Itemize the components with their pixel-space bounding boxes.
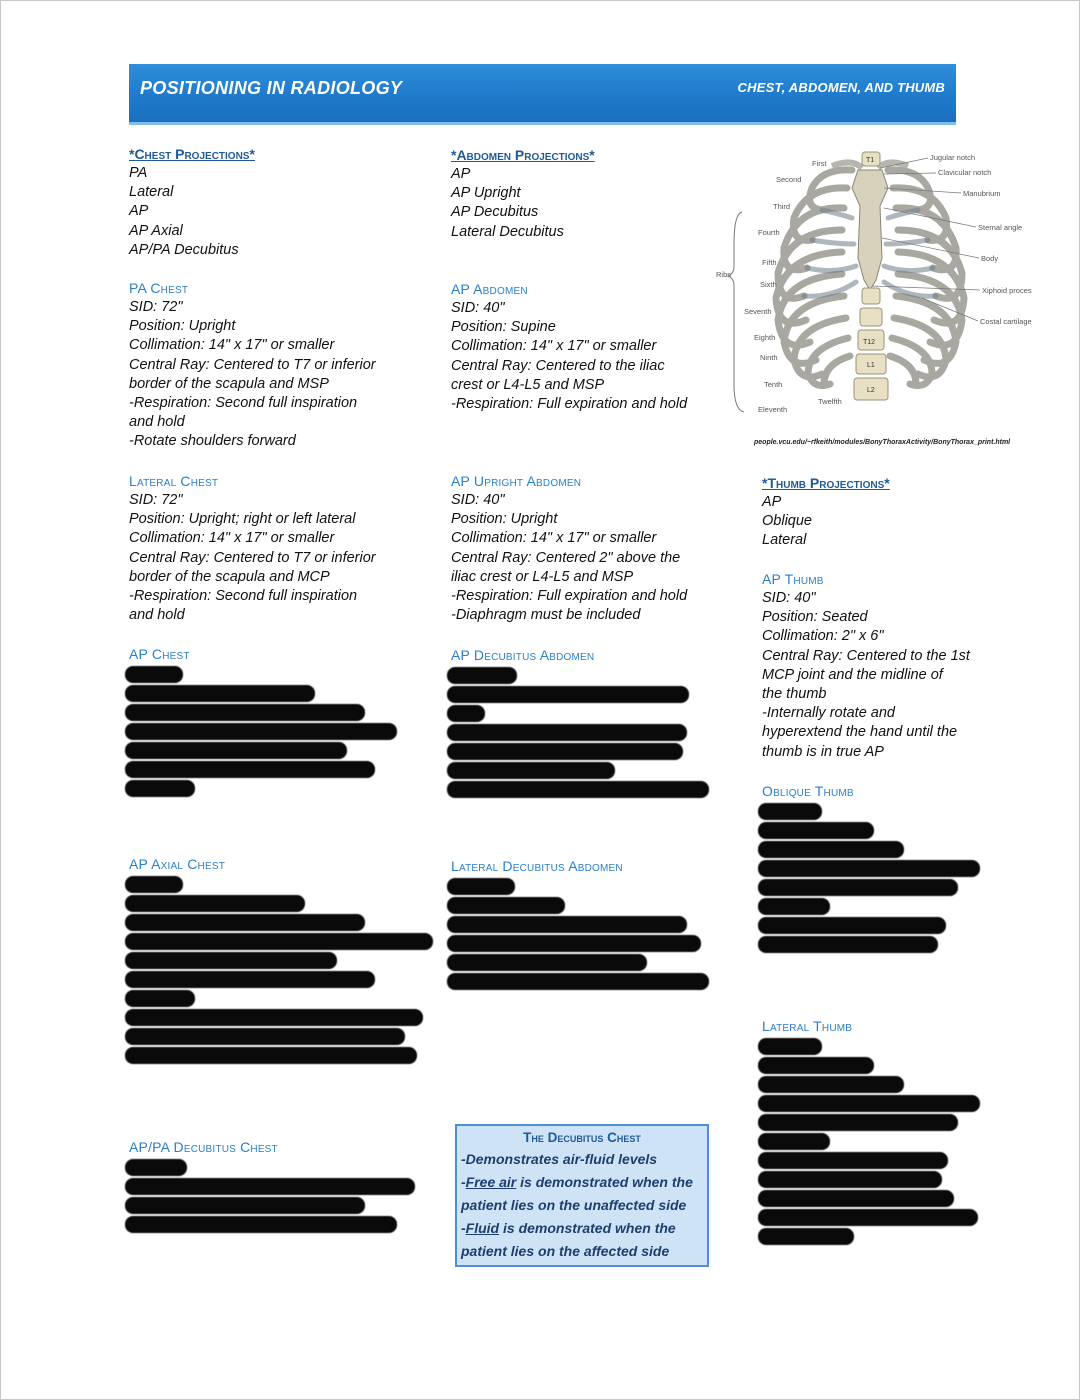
redacted-line bbox=[758, 1209, 978, 1226]
lateral-decubitus-abdomen-heading: Lateral Decubitus Abdomen bbox=[451, 858, 623, 874]
pa-chest-line: Central Ray: Centered to T7 or inferior bbox=[129, 356, 376, 373]
ap-thumb-line: MCP joint and the midline of bbox=[762, 666, 943, 683]
redacted-line bbox=[125, 780, 195, 797]
ap-abdomen-heading: AP Abdomen bbox=[451, 281, 528, 297]
vertebra-label: L2 bbox=[867, 387, 875, 394]
rib-label-eleventh: Eleventh bbox=[758, 405, 788, 414]
redacted-line bbox=[758, 1114, 958, 1131]
redacted-line bbox=[125, 1197, 365, 1214]
pa-chest-line: border of the scapula and MSP bbox=[129, 375, 329, 392]
pa-chest-line: and hold bbox=[129, 414, 185, 431]
ap-upright-abdomen-line: Collimation: 14" x 17" or smaller bbox=[451, 530, 657, 547]
redacted-line bbox=[447, 973, 709, 990]
redacted-line bbox=[125, 1047, 417, 1064]
callout-prefix: - bbox=[461, 1220, 466, 1236]
redacted-line bbox=[758, 1190, 954, 1207]
label-clavicular-notch: Clavicular notch bbox=[938, 168, 992, 177]
redacted-line bbox=[758, 1152, 948, 1169]
redacted-line bbox=[125, 704, 365, 721]
rib-label-sixth: Sixth bbox=[760, 280, 777, 289]
ap-thumb-line: Collimation: 2" x 6" bbox=[762, 628, 884, 645]
list-item: AP/PA Decubitus bbox=[129, 241, 239, 258]
redacted-line bbox=[125, 952, 337, 969]
redacted-line bbox=[758, 1057, 874, 1074]
pa-chest-heading: PA Chest bbox=[129, 280, 189, 296]
redacted-line bbox=[447, 762, 615, 779]
redacted-line bbox=[447, 954, 647, 971]
redacted-line bbox=[125, 1028, 405, 1045]
thumb-projections-heading: *Thumb Projections* bbox=[762, 475, 890, 491]
list-item: AP bbox=[451, 166, 471, 182]
redacted-line bbox=[758, 936, 938, 953]
rib-label-fifth: Fifth bbox=[762, 258, 777, 267]
redacted-line bbox=[758, 841, 904, 858]
redacted-line bbox=[758, 1076, 904, 1093]
redacted-line bbox=[758, 1171, 942, 1188]
lateral-thumb-heading: Lateral Thumb bbox=[762, 1018, 853, 1034]
ap-abdomen-line: -Respiration: Full expiration and hold bbox=[451, 396, 688, 413]
decubitus-callout-box bbox=[455, 1124, 709, 1267]
redacted-line bbox=[758, 860, 980, 877]
rib-label-first: First bbox=[812, 159, 827, 168]
ap-upright-abdomen-line: SID: 40" bbox=[451, 492, 505, 508]
ap-thumb-heading: AP Thumb bbox=[762, 571, 824, 587]
ap-thumb-line: thumb is in true AP bbox=[762, 743, 884, 760]
figure-source-caption: people.vcu.edu/~rfkeith/modules/BonyThoraxActivity/BonyThorax_print.html bbox=[754, 439, 1011, 446]
label-manubrium: Manubrium bbox=[963, 189, 1001, 198]
lateral-decubitus-abdomen-section bbox=[447, 857, 709, 990]
callout-rest: is demonstrated when the bbox=[499, 1220, 676, 1236]
vertebra-label: T12 bbox=[863, 339, 876, 346]
vertebra-label: T1 bbox=[866, 157, 875, 164]
ap-upright-abdomen-line: -Diaphragm must be included bbox=[451, 607, 641, 624]
ribs-label: Ribs bbox=[716, 270, 732, 279]
pa-chest-line: Position: Upright bbox=[129, 318, 236, 335]
list-item: Lateral Decubitus bbox=[451, 223, 564, 240]
ap-abdomen-line: SID: 40" bbox=[451, 300, 505, 316]
redacted-line bbox=[758, 898, 830, 915]
ap-abdomen-section bbox=[451, 280, 687, 414]
list-item: AP bbox=[129, 203, 149, 220]
ap-chest-heading: AP Chest bbox=[129, 646, 190, 662]
list-item: AP Decubitus bbox=[451, 204, 539, 221]
lateral-chest-line: -Respiration: Second full inspiration bbox=[129, 588, 358, 605]
pa-chest-line: -Respiration: Second full inspiration bbox=[129, 395, 358, 412]
lateral-chest-line: border of the scapula and MCP bbox=[129, 568, 330, 585]
redacted-line bbox=[125, 914, 365, 931]
list-item: PA bbox=[129, 165, 148, 181]
ap-thumb-line: Central Ray: Centered to the 1st bbox=[762, 647, 970, 664]
label-sternal-angle: Sternal angle bbox=[978, 223, 1023, 232]
pa-chest-line: SID: 72" bbox=[129, 299, 183, 315]
fluid-term: Fluid bbox=[465, 1220, 500, 1236]
redacted-line bbox=[758, 917, 946, 934]
redacted-line bbox=[447, 897, 565, 914]
ap-chest-section bbox=[125, 645, 397, 797]
list-item: AP bbox=[762, 494, 782, 510]
pa-chest-line: Collimation: 14" x 17" or smaller bbox=[129, 337, 335, 354]
redacted-line bbox=[758, 1133, 830, 1150]
rib-label-eighth: Eighth bbox=[754, 333, 776, 342]
thumb-projections-section bbox=[762, 474, 890, 551]
lateral-thumb-section bbox=[758, 1017, 980, 1245]
redacted-line bbox=[125, 876, 183, 893]
ap-decubitus-abdomen-section bbox=[447, 646, 709, 798]
chest-projections-heading: *Chest Projections* bbox=[129, 146, 255, 162]
callout-prefix: - bbox=[461, 1174, 466, 1190]
redacted-line bbox=[125, 895, 305, 912]
ap-thumb-line: Position: Seated bbox=[762, 609, 868, 626]
ap-pa-decubitus-chest-section bbox=[125, 1138, 415, 1233]
pa-chest-line: -Rotate shoulders forward bbox=[129, 433, 296, 450]
title-banner bbox=[129, 64, 956, 125]
label-xiphoid-process: Xiphoid proces bbox=[982, 286, 1032, 295]
callout-rest: is demonstrated when the bbox=[516, 1174, 693, 1190]
ap-thumb-line: -Internally rotate and bbox=[762, 705, 895, 722]
redacted-line bbox=[125, 742, 347, 759]
rib-label-third: Third bbox=[773, 202, 791, 211]
oblique-thumb-section bbox=[758, 782, 980, 953]
banner-title: POSITIONING IN RADIOLOGY bbox=[140, 78, 403, 98]
ap-axial-chest-section bbox=[125, 855, 433, 1064]
redacted-line bbox=[125, 723, 397, 740]
lateral-chest-line: SID: 72" bbox=[129, 492, 183, 508]
ap-thumb-line: hyperextend the hand until the bbox=[762, 724, 958, 741]
abdomen-projections-heading: *Abdomen Projections* bbox=[451, 147, 595, 163]
list-item: Oblique bbox=[762, 513, 812, 530]
redacted-line bbox=[125, 1009, 423, 1026]
redacted-line bbox=[758, 803, 822, 820]
ap-decubitus-abdomen-heading: AP Decubitus Abdomen bbox=[451, 647, 595, 663]
redacted-line bbox=[758, 1095, 980, 1112]
redacted-line bbox=[125, 1178, 415, 1195]
lateral-chest-section bbox=[129, 472, 376, 625]
redacted-line bbox=[447, 878, 515, 895]
redacted-line bbox=[758, 879, 958, 896]
redacted-line bbox=[758, 1038, 822, 1055]
ap-abdomen-line: Central Ray: Centered to the iliac bbox=[451, 357, 665, 374]
ribs-bracket bbox=[728, 212, 744, 412]
redacted-line bbox=[447, 935, 701, 952]
ap-thumb-line: SID: 40" bbox=[762, 590, 816, 606]
ap-axial-chest-heading: AP Axial Chest bbox=[129, 856, 226, 872]
lateral-chest-heading: Lateral Chest bbox=[129, 473, 219, 489]
rib-label-fourth: Fourth bbox=[758, 228, 780, 237]
redacted-line bbox=[447, 743, 683, 760]
ap-abdomen-line: Collimation: 14" x 17" or smaller bbox=[451, 338, 657, 355]
free-air-term: Free air bbox=[465, 1174, 517, 1190]
redacted-line bbox=[125, 971, 375, 988]
label-costal-cartilage: Costal cartilage bbox=[980, 317, 1032, 326]
redacted-line bbox=[447, 705, 485, 722]
oblique-thumb-heading: Oblique Thumb bbox=[762, 783, 854, 799]
redacted-line bbox=[125, 685, 315, 702]
list-item: AP Axial bbox=[129, 222, 183, 239]
ap-upright-abdomen-line: Position: Upright bbox=[451, 511, 558, 528]
list-item: Lateral bbox=[762, 532, 807, 549]
redacted-line bbox=[125, 666, 183, 683]
label-body: Body bbox=[981, 254, 999, 263]
redacted-line bbox=[447, 667, 517, 684]
rib-cage-illustration bbox=[712, 148, 1052, 430]
callout-title: The Decubitus Chest bbox=[523, 1130, 641, 1145]
callout-line: patient lies on the unaffected side bbox=[461, 1197, 687, 1213]
callout-line bbox=[457, 1171, 707, 1194]
list-item: Lateral bbox=[129, 184, 174, 201]
rib-label-ninth: Ninth bbox=[760, 353, 778, 362]
ap-upright-abdomen-line: -Respiration: Full expiration and hold bbox=[451, 588, 688, 605]
lateral-chest-line: Position: Upright; right or left lateral bbox=[129, 511, 356, 528]
redacted-line bbox=[758, 1228, 854, 1245]
redacted-line bbox=[125, 1159, 187, 1176]
chest-projections-section bbox=[129, 145, 255, 260]
ap-thumb-section bbox=[762, 570, 970, 762]
ap-upright-abdomen-line: iliac crest or L4-L5 and MSP bbox=[451, 568, 634, 585]
ap-upright-abdomen-line: Central Ray: Centered 2" above the bbox=[451, 549, 681, 566]
redacted-line bbox=[447, 781, 709, 798]
redacted-line bbox=[125, 933, 433, 950]
redacted-line bbox=[125, 1216, 397, 1233]
ap-upright-abdomen-heading: AP Upright Abdomen bbox=[451, 473, 582, 489]
rib-label-tenth: Tenth bbox=[764, 380, 783, 389]
rib-label-seventh: Seventh bbox=[744, 307, 772, 316]
redacted-line bbox=[447, 724, 687, 741]
label-jugular-notch: Jugular notch bbox=[930, 153, 976, 162]
banner-subtitle: CHEST, ABDOMEN, AND THUMB bbox=[737, 80, 945, 95]
lateral-chest-line: and hold bbox=[129, 607, 185, 624]
ap-abdomen-line: crest or L4-L5 and MSP bbox=[451, 376, 605, 393]
lateral-chest-line: Collimation: 14" x 17" or smaller bbox=[129, 530, 335, 547]
vertebra-label: L1 bbox=[867, 362, 875, 369]
ap-abdomen-line: Position: Supine bbox=[451, 319, 556, 336]
list-item: AP Upright bbox=[451, 185, 521, 202]
rib-cage-svg bbox=[712, 148, 1052, 430]
rib-label-twelfth: Twelfth bbox=[818, 397, 842, 406]
callout-line: -Demonstrates air-fluid levels bbox=[461, 1151, 658, 1167]
ap-thumb-line: the thumb bbox=[762, 686, 827, 703]
redacted-line bbox=[125, 990, 195, 1007]
redacted-line bbox=[447, 916, 687, 933]
lateral-chest-line: Central Ray: Centered to T7 or inferior bbox=[129, 549, 376, 566]
redacted-line bbox=[758, 822, 874, 839]
ap-pa-decubitus-chest-heading: AP/PA Decubitus Chest bbox=[129, 1139, 278, 1155]
ap-upright-abdomen-section bbox=[451, 472, 687, 625]
pa-chest-section bbox=[129, 279, 376, 452]
callout-line bbox=[457, 1217, 707, 1240]
callout-line: patient lies on the affected side bbox=[461, 1243, 670, 1259]
redacted-line bbox=[447, 686, 689, 703]
redacted-line bbox=[125, 761, 375, 778]
abdomen-projections-section bbox=[451, 146, 595, 242]
rib-label-second: Second bbox=[776, 175, 802, 184]
